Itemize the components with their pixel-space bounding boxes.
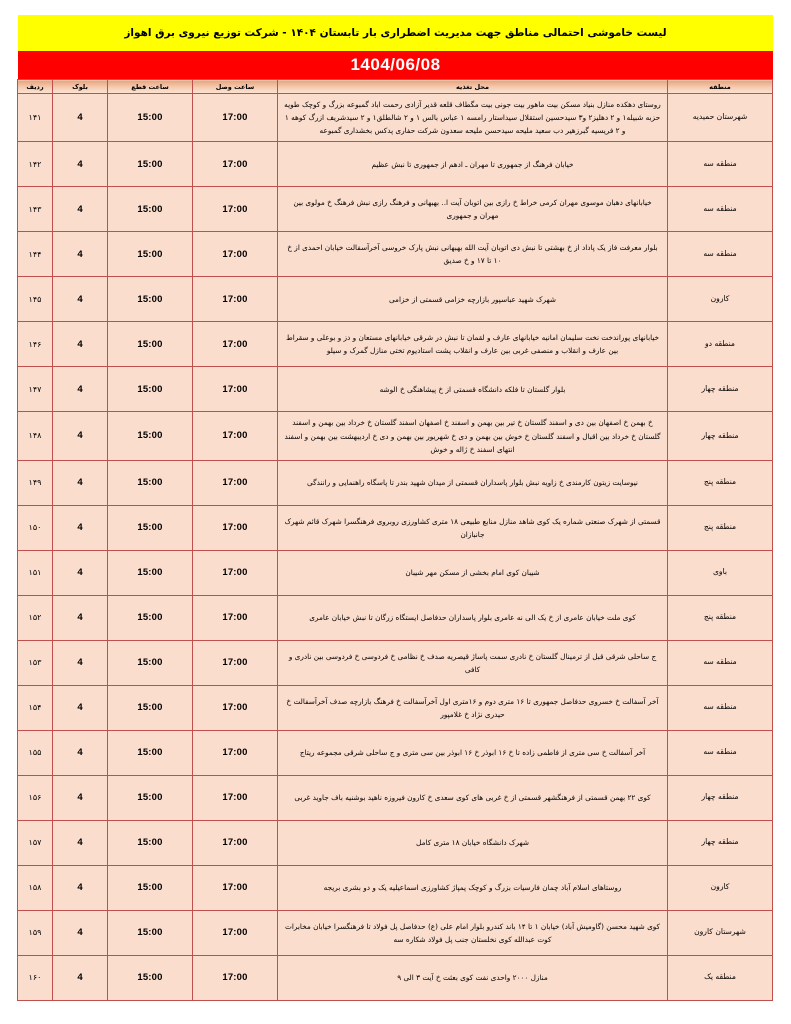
- table-row: [18, 730, 773, 775]
- cell-radif: ۱۵۳: [18, 640, 53, 685]
- cell-mahal-taghzie: بلوار گلستان تا فلکه دانشگاه قسمتی از خ پیشاهنگی خ الوشه: [278, 367, 668, 412]
- cell-saat-vasl: 17:00: [193, 685, 278, 730]
- cell-saat-ghat: 15:00: [108, 187, 193, 232]
- table-row: [18, 460, 773, 505]
- cell-radif: ۱۴۱: [18, 94, 53, 142]
- cell-mahal-taghzie: خیابان فرهنگ از جمهوری تا مهران ـ ادهم از جمهوری تا نبش عظیم: [278, 142, 668, 187]
- schedule-date: 1404/06/08: [350, 55, 441, 74]
- table-row: [18, 322, 773, 367]
- cell-radif: ۱۴۵: [18, 277, 53, 322]
- column-header-block: بلوک: [53, 80, 108, 94]
- cell-mahal-taghzie: کوی ۲۲ بهمن قسمتی از فرهنگشهر قسمتی از خ غربی های کوی سعدی خ کارون فیروزه ناهید بوشنیه باف جاوید غربی: [278, 775, 668, 820]
- column-header-saat-ghat: ساعت قطع: [108, 80, 193, 94]
- cell-mahal-taghzie: آخر آسفالت خ خسروی حدفاصل جمهوری تا ۱۶ متری دوم و ۱۶متری اول آخرآسفالت خ فرهنگ بازارچه صدف آخرآسفالت خ حیدری نژاد خ غلامپور: [278, 685, 668, 730]
- cell-saat-vasl: 17:00: [193, 460, 278, 505]
- cell-saat-ghat: 15:00: [108, 820, 193, 865]
- cell-mantaghe: منطقه پنج: [668, 505, 773, 550]
- cell-block: 4: [53, 685, 108, 730]
- column-header-saat-vasl: ساعت وصل: [193, 80, 278, 94]
- cell-saat-ghat: 15:00: [108, 685, 193, 730]
- outage-table: [17, 79, 773, 1001]
- cell-mantaghe: منطقه سه: [668, 685, 773, 730]
- cell-block: 4: [53, 232, 108, 277]
- cell-saat-ghat: 15:00: [108, 730, 193, 775]
- cell-mahal-taghzie: روستای دهکده منازل بنیاد مسکن بیت ماهور بیت جونی بیت مگطاف قلعه قدیر آزادی رحمت اباد گمبوعه بزرگ و کوچک طویه حزبه شبیله۱ و ۲ دهلیز۲ و۳ سیدحسین استقلال سیداستار رامسه ۱ عباس بالس ۱ و ۲ شالطلق۱ و ۲ سیدشریف ازرگ کوهه ۱ و ۲ فریسیه گبرزهیر دب سعید ملیحه سیدحسن ملیحه سعدون شرکت حفاری پدکس بخشداری گمبوعه: [278, 94, 668, 142]
- cell-saat-vasl: 17:00: [193, 640, 278, 685]
- cell-radif: ۱۴۳: [18, 187, 53, 232]
- cell-block: 4: [53, 412, 108, 460]
- cell-block: 4: [53, 775, 108, 820]
- cell-block: 4: [53, 865, 108, 910]
- cell-saat-vasl: 17:00: [193, 277, 278, 322]
- cell-saat-ghat: 15:00: [108, 865, 193, 910]
- table-row: [18, 505, 773, 550]
- cell-radif: ۱۵۲: [18, 595, 53, 640]
- cell-saat-vasl: 17:00: [193, 505, 278, 550]
- cell-saat-vasl: 17:00: [193, 412, 278, 460]
- table-row: [18, 955, 773, 1000]
- table-row: [18, 412, 773, 460]
- cell-radif: ۱۵۸: [18, 865, 53, 910]
- cell-saat-ghat: 15:00: [108, 322, 193, 367]
- cell-saat-ghat: 15:00: [108, 232, 193, 277]
- column-header-radif: ردیف: [18, 80, 53, 94]
- cell-mantaghe: منطقه چهار: [668, 412, 773, 460]
- cell-mahal-taghzie: منازل ۲۰۰۰ واحدی نفت کوی بعثت خ آیت ۳ الی ۹: [278, 955, 668, 1000]
- cell-saat-ghat: 15:00: [108, 277, 193, 322]
- cell-saat-ghat: 15:00: [108, 367, 193, 412]
- cell-mantaghe: منطقه دو: [668, 322, 773, 367]
- cell-radif: ۱۵۶: [18, 775, 53, 820]
- title-bar: [18, 15, 773, 51]
- cell-mahal-taghzie: ج ساحلی شرقی قبل از ترمینال گلستان خ نادری سمت پاساژ قیصریه صدف خ نظامی خ فردوسی خ فردوسی بین نادری و کافی: [278, 640, 668, 685]
- cell-mahal-taghzie: روستاهای اسلام آباد چمان فارسیات بزرگ و کوچک پمپاژ کشاورزی اسماعیلیه یک و دو بشری بریجه: [278, 865, 668, 910]
- date-bar: [18, 51, 773, 79]
- cell-block: 4: [53, 142, 108, 187]
- cell-mantaghe: منطقه سه: [668, 232, 773, 277]
- cell-radif: ۱۵۵: [18, 730, 53, 775]
- table-row: [18, 550, 773, 595]
- table-row: [18, 685, 773, 730]
- cell-saat-vasl: 17:00: [193, 550, 278, 595]
- cell-block: 4: [53, 910, 108, 955]
- cell-saat-ghat: 15:00: [108, 640, 193, 685]
- column-header-mantaghe: منطقه: [668, 80, 773, 94]
- cell-mantaghe: منطقه سه: [668, 142, 773, 187]
- cell-mantaghe: شهرستان کارون: [668, 910, 773, 955]
- cell-saat-vasl: 17:00: [193, 322, 278, 367]
- cell-saat-vasl: 17:00: [193, 142, 278, 187]
- cell-block: 4: [53, 94, 108, 142]
- cell-saat-vasl: 17:00: [193, 232, 278, 277]
- cell-saat-vasl: 17:00: [193, 910, 278, 955]
- table-row: [18, 595, 773, 640]
- cell-mantaghe: شهرستان حمیدیه: [668, 94, 773, 142]
- cell-saat-ghat: 15:00: [108, 460, 193, 505]
- page-title: لیست خاموشی احتمالی مناطق جهت مدیریت اضطراری بار تابستان ۱۴۰۴ - شرکت توزیع نیروی برق اهواز: [124, 27, 667, 39]
- cell-mahal-taghzie: خ بهمن خ اصفهان بین دی و اسفند گلستان خ تیر بین بهمن و اسفند خ اصفهان اسفند گلستان خ خرداد بین بهمن و اسفند گلستان خ خرداد بین اقبال و اسفند گلستان خ خوش بین بهمن و دی خ شهریور بین بهمن و دی خ اردیبهشت بین بهمن و اسفند انتهای اسفند خ ژاله و خوش: [278, 412, 668, 460]
- cell-block: 4: [53, 730, 108, 775]
- table-row: [18, 910, 773, 955]
- cell-mantaghe: کارون: [668, 865, 773, 910]
- cell-radif: ۱۵۷: [18, 820, 53, 865]
- table-row: [18, 865, 773, 910]
- table-row: [18, 367, 773, 412]
- cell-saat-vasl: 17:00: [193, 367, 278, 412]
- table-row: [18, 187, 773, 232]
- cell-mantaghe: منطقه چهار: [668, 367, 773, 412]
- table-row: [18, 277, 773, 322]
- cell-mahal-taghzie: شهرک شهید عباسپور بازارچه خزامی قسمتی از خزامی: [278, 277, 668, 322]
- cell-mahal-taghzie: شهرک دانشگاه خیابان ۱۸ متری کامل: [278, 820, 668, 865]
- table-row: [18, 94, 773, 142]
- cell-saat-ghat: 15:00: [108, 910, 193, 955]
- column-header-mahal-taghzie: محل تغذیه: [278, 80, 668, 94]
- cell-saat-vasl: 17:00: [193, 730, 278, 775]
- cell-radif: ۱۵۹: [18, 910, 53, 955]
- table-row: [18, 142, 773, 187]
- cell-saat-ghat: 15:00: [108, 505, 193, 550]
- cell-saat-vasl: 17:00: [193, 820, 278, 865]
- table-row: [18, 775, 773, 820]
- cell-block: 4: [53, 595, 108, 640]
- cell-saat-ghat: 15:00: [108, 142, 193, 187]
- cell-saat-ghat: 15:00: [108, 955, 193, 1000]
- cell-saat-ghat: 15:00: [108, 550, 193, 595]
- cell-mahal-taghzie: خیابانهای پوراندخت نخت سلیمان امانیه خیابانهای عارف و لقمان تا نبش در شرقی خیابانهای مستعان و دز و بوعلی و سقراط بین عارف و انقلاب و منصفی غربی بین عارف و انقلاب پشت استادیوم تختی منازل گمرک و سیلو: [278, 322, 668, 367]
- cell-mahal-taghzie: شیبان کوی امام بخشی از مسکن مهر شیبان: [278, 550, 668, 595]
- cell-block: 4: [53, 187, 108, 232]
- cell-mahal-taghzie: کوی ملت خیابان عامری از خ یک الی نه عامری بلوار پاسداران حدفاصل ایستگاه زرگان تا نبش خیابان عامری: [278, 595, 668, 640]
- cell-mantaghe: منطقه سه: [668, 187, 773, 232]
- table-header-row: [18, 80, 773, 94]
- cell-saat-vasl: 17:00: [193, 865, 278, 910]
- cell-mantaghe: باوی: [668, 550, 773, 595]
- cell-mantaghe: منطقه چهار: [668, 775, 773, 820]
- cell-block: 4: [53, 277, 108, 322]
- cell-mantaghe: منطقه یک: [668, 955, 773, 1000]
- cell-block: 4: [53, 955, 108, 1000]
- cell-mahal-taghzie: خیابانهای دهبان موسوی مهران کرمی خراط خ رازی بین اتوبان آیت ا.. بهبهانی و فرهنگ رازی نبش فرهنگ خ مولوی بین مهران و جمهوری: [278, 187, 668, 232]
- cell-mahal-taghzie: کوی شهید محسن (گاومیش آباد) خیابان ۱ تا ۱۴ باند کندرو بلوار امام علی (ع) حدفاصل پل فولاد تا فرهنگسرا خیابان مخابرات کوت عبدالله کوی نخلستان جنب پل فولاد شکاره سه: [278, 910, 668, 955]
- cell-radif: ۱۶۰: [18, 955, 53, 1000]
- cell-saat-ghat: 15:00: [108, 595, 193, 640]
- cell-radif: ۱۴۸: [18, 412, 53, 460]
- cell-mantaghe: منطقه سه: [668, 640, 773, 685]
- table-row: [18, 640, 773, 685]
- cell-saat-vasl: 17:00: [193, 94, 278, 142]
- cell-block: 4: [53, 550, 108, 595]
- cell-saat-ghat: 15:00: [108, 775, 193, 820]
- cell-saat-vasl: 17:00: [193, 595, 278, 640]
- cell-saat-ghat: 15:00: [108, 94, 193, 142]
- cell-block: 4: [53, 367, 108, 412]
- cell-mantaghe: منطقه پنج: [668, 460, 773, 505]
- cell-saat-vasl: 17:00: [193, 187, 278, 232]
- cell-saat-vasl: 17:00: [193, 955, 278, 1000]
- table-header: [18, 80, 773, 94]
- cell-saat-vasl: 17:00: [193, 775, 278, 820]
- cell-radif: ۱۴۴: [18, 232, 53, 277]
- cell-block: 4: [53, 322, 108, 367]
- cell-radif: ۱۴۲: [18, 142, 53, 187]
- cell-mahal-taghzie: نیوسایت زیتون کارمندی خ زاویه نبش بلوار پاسداران قسمتی از میدان شهید بندر تا پاسگاه راهنمایی و رانندگی: [278, 460, 668, 505]
- cell-radif: ۱۵۰: [18, 505, 53, 550]
- cell-radif: ۱۴۶: [18, 322, 53, 367]
- cell-mahal-taghzie: قسمتی از شهرک صنعتی شماره یک کوی شاهد منازل منابع طبیعی ۱۸ متری کشاورزی روبروی فرهنگسرا شهرک قائم شهرک جانبازان: [278, 505, 668, 550]
- cell-saat-ghat: 15:00: [108, 412, 193, 460]
- cell-block: 4: [53, 505, 108, 550]
- cell-block: 4: [53, 460, 108, 505]
- cell-block: 4: [53, 820, 108, 865]
- cell-mantaghe: منطقه سه: [668, 730, 773, 775]
- cell-mantaghe: منطقه چهار: [668, 820, 773, 865]
- cell-mahal-taghzie: بلوار معرفت فاز یک پاداد از خ بهشتی تا نبش دی اتوبان آیت الله بهبهانی نبش پارک خروسی آخرآسفالت خیابان احمدی از خ ۱۰ تا ۱۷ و خ صدیق: [278, 232, 668, 277]
- cell-mantaghe: منطقه پنج: [668, 595, 773, 640]
- table-row: [18, 820, 773, 865]
- cell-radif: ۱۴۷: [18, 367, 53, 412]
- cell-mantaghe: کارون: [668, 277, 773, 322]
- cell-block: 4: [53, 640, 108, 685]
- cell-radif: ۱۵۱: [18, 550, 53, 595]
- cell-mahal-taghzie: آخر آسفالت خ سی متری از فاطمی زاده تا خ ۱۶ ابوذر خ ۱۶ ابوذر بین سی متری و ج ساحلی شرقی مجموعه ریتاج: [278, 730, 668, 775]
- table-row: [18, 232, 773, 277]
- table-body: [18, 94, 773, 1001]
- cell-radif: ۱۴۹: [18, 460, 53, 505]
- cell-radif: ۱۵۴: [18, 685, 53, 730]
